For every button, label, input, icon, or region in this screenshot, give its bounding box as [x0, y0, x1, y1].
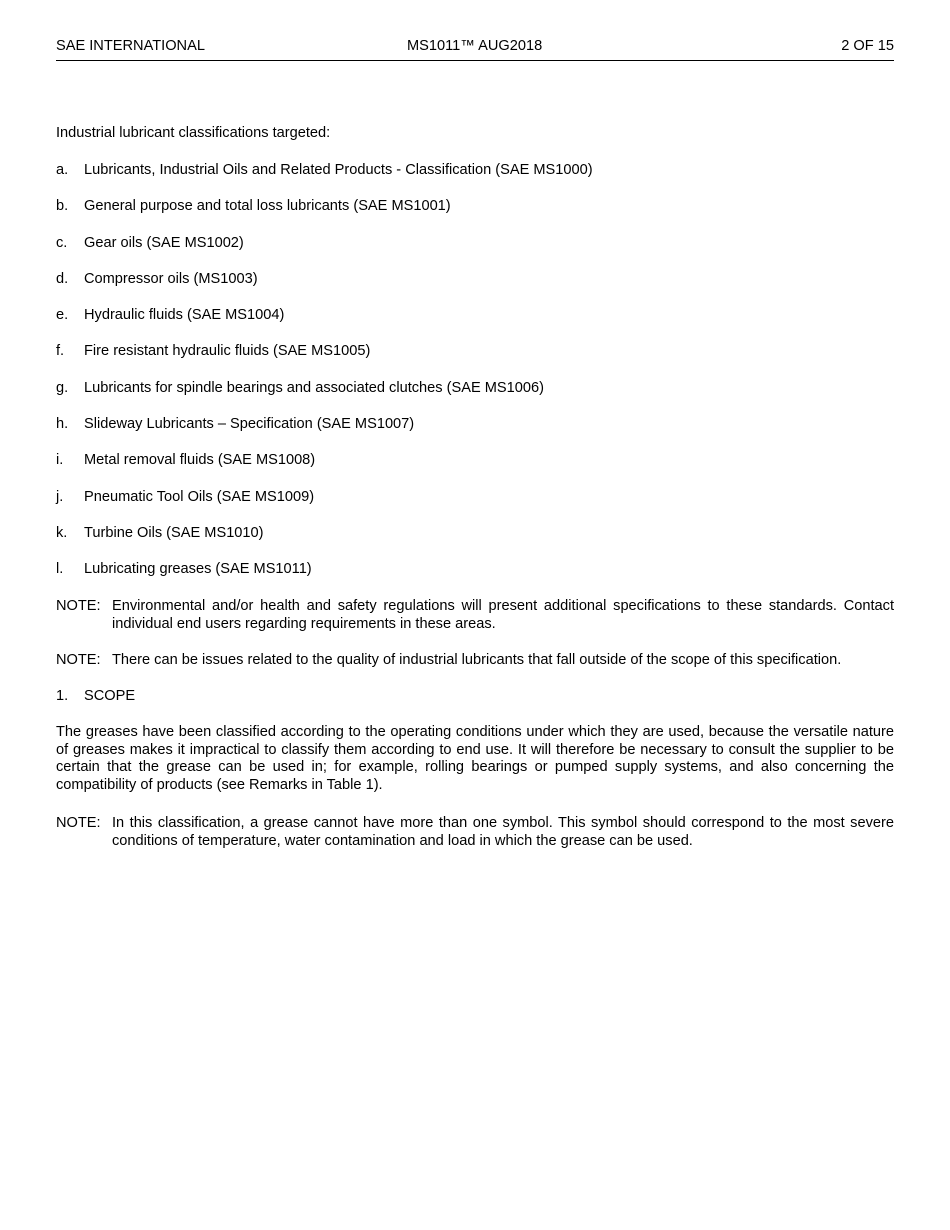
list-item-text: Hydraulic fluids (SAE MS1004)	[84, 307, 285, 324]
list-marker: b.	[56, 198, 69, 215]
list-marker: a.	[56, 162, 69, 178]
note-quality	[56, 651, 894, 669]
note-text: Environmental and/or health and safety regulations will present additional specifications to these standards. Contact individual end users regarding requirements in these areas.	[112, 598, 894, 632]
list-marker: i.	[56, 452, 64, 469]
list-item-text: Lubricants, Industrial Oils and Related Products - Classification (SAE MS1000)	[84, 162, 593, 178]
list-item-text: Gear oils (SAE MS1002)	[84, 234, 244, 251]
list-item-text: Turbine Oils (SAE MS1010)	[84, 524, 264, 541]
list-marker: h.	[56, 416, 69, 433]
note-label: NOTE:	[56, 815, 101, 831]
list-item-text: Pneumatic Tool Oils (SAE MS1009)	[84, 488, 315, 505]
list-item-text: Slideway Lubricants – Specification (SAE MS1007)	[84, 416, 415, 433]
list-marker: j.	[56, 488, 64, 505]
list-marker: f.	[56, 343, 65, 360]
list-marker: k.	[56, 524, 68, 541]
intro-text: Industrial lubricant classifications targeted:	[56, 125, 331, 141]
list-marker: g.	[56, 379, 69, 396]
list-item-text: General purpose and total loss lubricants (SAE MS1001)	[84, 198, 451, 215]
header-org: SAE INTERNATIONAL	[56, 38, 205, 54]
list-item-text: Metal removal fluids (SAE MS1008)	[84, 452, 316, 469]
header-doc-id: MS1011™ AUG2018	[407, 38, 543, 54]
note-label: NOTE:	[56, 598, 101, 614]
list-marker: l.	[56, 561, 64, 578]
scope-paragraph: The greases have been classified according to the operating conditions under which they are used, because the versatile nature of greases makes it impractical to classify them according to end use. It will therefore be necessary to consult the supplier to be certain that the grease can be used in; for example, rolling bearings or pumped supply systems, and also concerning the compatibility of products (see Remarks in Table 1).	[56, 724, 894, 793]
section-title: SCOPE	[84, 688, 136, 704]
list-item-text: Lubricants for spindle bearings and associated clutches (SAE MS1006)	[84, 379, 544, 396]
list-item-text: Fire resistant hydraulic fluids (SAE MS1005)	[84, 343, 371, 360]
list-marker: d.	[56, 270, 69, 287]
header-page-number: 2 OF 15	[841, 38, 894, 54]
note-text: There can be issues related to the quality of industrial lubricants that fall outside of the scope of this specification.	[112, 652, 842, 668]
note-text: In this classification, a grease cannot have more than one symbol. This symbol should correspond to the most severe conditions of temperature, water contamination and load in which the grease can be used.	[112, 815, 894, 849]
list-marker: e.	[56, 307, 69, 324]
note-symbol	[56, 814, 894, 850]
note-label: NOTE:	[56, 652, 101, 668]
section-number: 1.	[56, 688, 69, 704]
list-item-text: Compressor oils (MS1003)	[84, 270, 258, 287]
list-marker: c.	[56, 234, 68, 251]
list-item-text: Lubricating greases (SAE MS1011)	[84, 561, 312, 578]
note-environmental	[56, 597, 894, 633]
page-header	[56, 38, 894, 61]
